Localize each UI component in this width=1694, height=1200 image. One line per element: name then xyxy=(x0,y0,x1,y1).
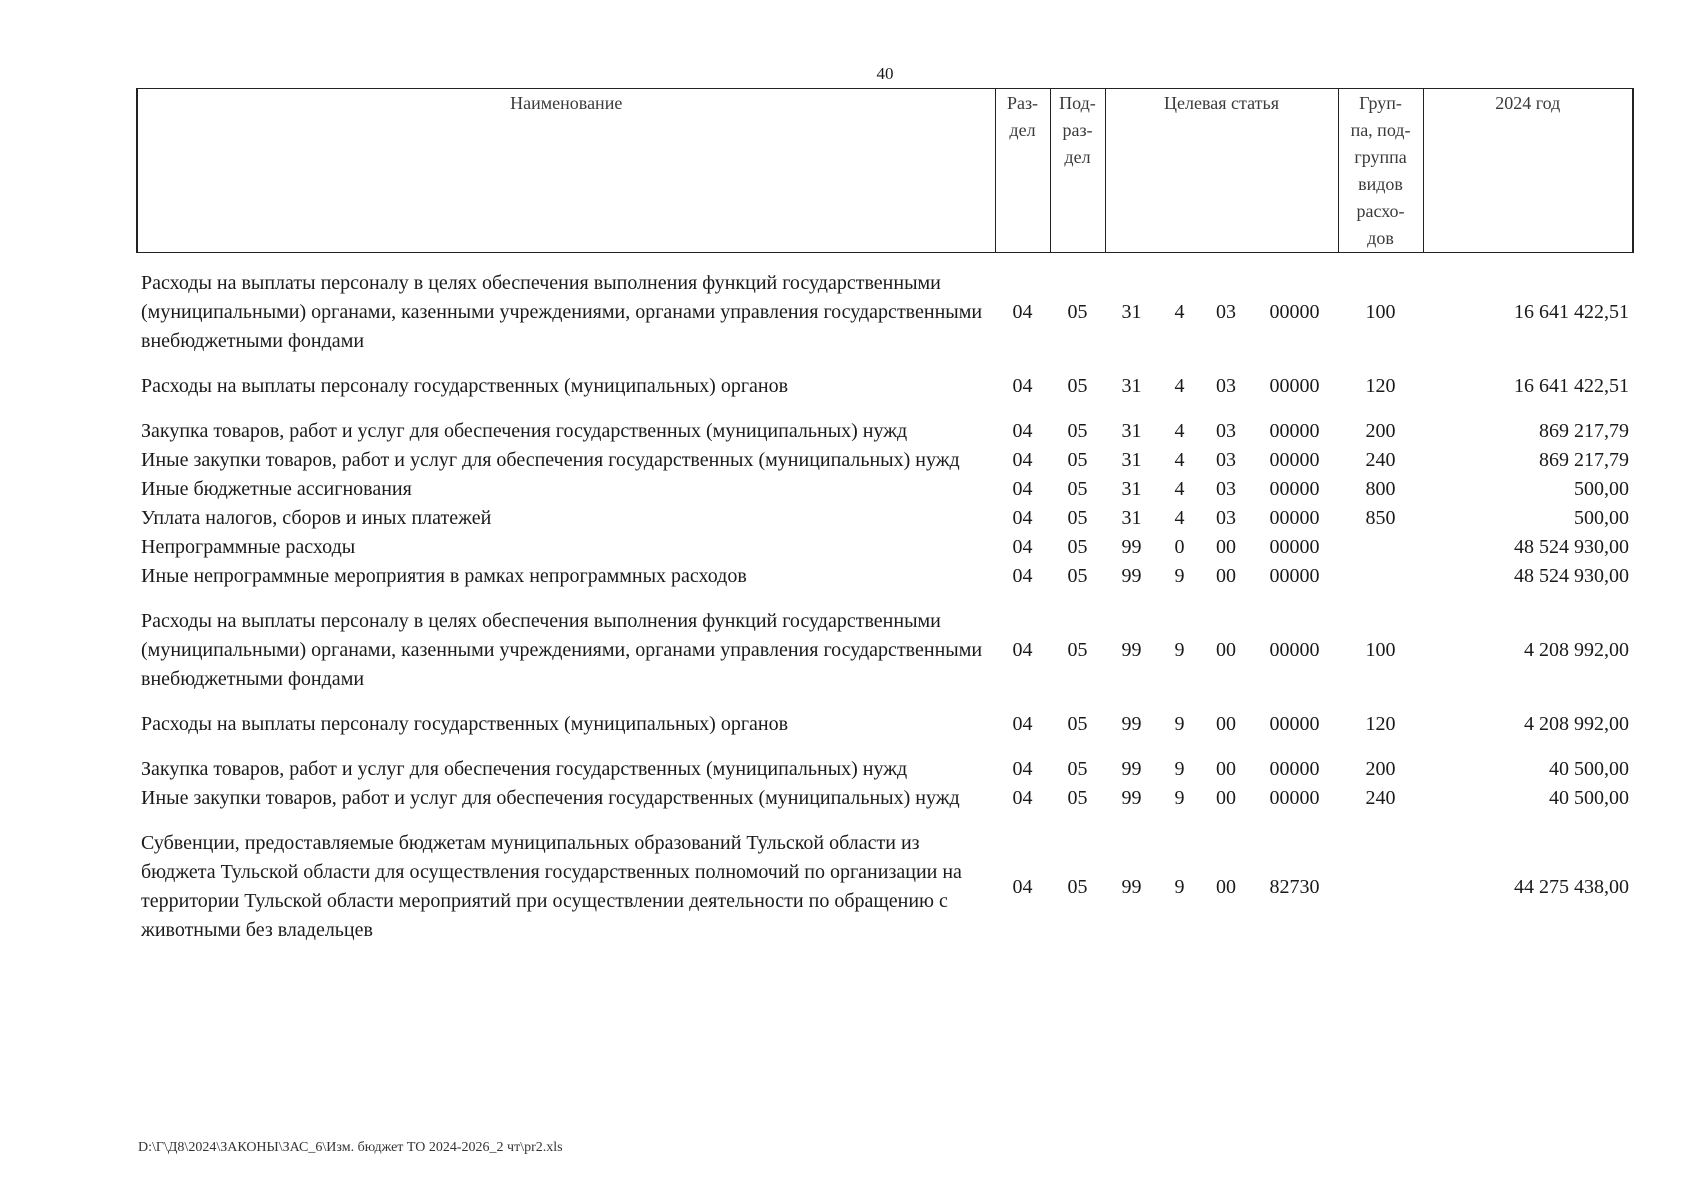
table-row xyxy=(137,829,1633,945)
table-body xyxy=(137,253,1633,946)
row-target-direction: 00000 xyxy=(1269,420,1320,442)
row-podrazdel: 05 xyxy=(1067,449,1088,471)
row-amount: 869 217,79 xyxy=(1539,449,1630,471)
row-target-type: 4 xyxy=(1174,301,1185,323)
row-podrazdel: 05 xyxy=(1067,478,1088,500)
row-target-program: 99 xyxy=(1121,639,1142,661)
row-group: 240 xyxy=(1365,449,1396,471)
row-amount: 40 500,00 xyxy=(1549,787,1630,809)
row-target-direction: 82730 xyxy=(1269,875,1320,898)
budget-table xyxy=(136,88,1634,945)
header-name: Наименование xyxy=(137,89,995,253)
row-target-direction: 00000 xyxy=(1269,507,1320,529)
row-target-subprogram: 03 xyxy=(1216,449,1236,471)
row-podrazdel: 05 xyxy=(1067,301,1088,323)
row-razdel: 04 xyxy=(1012,449,1033,471)
row-name: Расходы на выплаты персоналу в целях обеспечения выполнения функций государственными (муниципальными) органами, казенными учреждениями, органами управления государственными внебюджетными фондами xyxy=(141,272,983,352)
row-target-type: 0 xyxy=(1174,536,1185,558)
row-target-direction: 00000 xyxy=(1269,449,1320,471)
row-name: Уплата налогов, сборов и иных платежей xyxy=(141,507,492,529)
row-razdel: 04 xyxy=(1012,565,1033,587)
row-group: 120 xyxy=(1365,375,1396,397)
row-target-subprogram: 03 xyxy=(1216,375,1236,397)
table-row xyxy=(137,784,1633,813)
row-amount: 500,00 xyxy=(1574,478,1630,500)
row-amount: 16 641 422,51 xyxy=(1514,301,1630,323)
row-target-direction: 00000 xyxy=(1269,713,1320,735)
row-target-program: 99 xyxy=(1121,875,1142,898)
row-name: Расходы на выплаты персоналу государственных (муниципальных) органов xyxy=(141,713,789,735)
table-row xyxy=(137,446,1633,475)
row-razdel: 04 xyxy=(1012,420,1033,442)
row-target-type: 4 xyxy=(1174,375,1185,397)
table-row xyxy=(137,755,1633,784)
row-target-direction: 00000 xyxy=(1269,478,1320,500)
row-group: 800 xyxy=(1365,478,1396,500)
row-target-type: 9 xyxy=(1174,713,1185,735)
table-row xyxy=(137,475,1633,504)
row-razdel: 04 xyxy=(1012,875,1033,898)
row-group: 200 xyxy=(1365,420,1396,442)
row-target-program: 99 xyxy=(1121,758,1142,780)
row-name: Закупка товаров, работ и услуг для обеспечения государственных (муниципальных) нужд xyxy=(141,758,908,780)
row-razdel: 04 xyxy=(1012,375,1033,397)
row-amount: 4 208 992,00 xyxy=(1524,639,1630,661)
header-year: 2024 год xyxy=(1423,89,1633,253)
table-row xyxy=(137,562,1633,591)
row-target-type: 4 xyxy=(1174,449,1185,471)
row-target-direction: 00000 xyxy=(1269,639,1320,661)
row-group xyxy=(1338,533,1423,562)
header-podrazdel: Под- раз- дел xyxy=(1050,89,1105,253)
row-target-direction: 00000 xyxy=(1269,375,1320,397)
row-target-type: 4 xyxy=(1174,478,1185,500)
row-razdel: 04 xyxy=(1012,639,1033,661)
row-name: Непрограммные расходы xyxy=(141,536,356,558)
row-razdel: 04 xyxy=(1012,507,1033,529)
row-target-direction: 00000 xyxy=(1269,536,1320,558)
row-podrazdel: 05 xyxy=(1067,536,1088,558)
row-razdel: 04 xyxy=(1012,536,1033,558)
row-amount: 44 275 438,00 xyxy=(1514,875,1630,898)
row-podrazdel: 05 xyxy=(1067,375,1088,397)
row-target-program: 31 xyxy=(1121,449,1142,471)
header-razdel: Раз- дел xyxy=(995,89,1050,253)
row-target-program: 99 xyxy=(1121,713,1142,735)
table-row xyxy=(137,710,1633,739)
row-amount: 4 208 992,00 xyxy=(1524,713,1630,735)
row-razdel: 04 xyxy=(1012,478,1033,500)
row-target-type: 4 xyxy=(1174,420,1185,442)
row-amount: 40 500,00 xyxy=(1549,758,1630,780)
row-name: Субвенции, предоставляемые бюджетам муниципальных образований Тульской области из бюджета Тульской области для осуществления государственных полномочий по организации на территории Тульской области мероприятий при осуществлении деятельности по обращению с животными без владельцев xyxy=(141,832,962,941)
row-razdel: 04 xyxy=(1012,758,1033,780)
budget-table-container xyxy=(136,88,1632,945)
row-target-subprogram: 00 xyxy=(1216,875,1236,898)
table-row xyxy=(137,607,1633,694)
row-target-program: 99 xyxy=(1121,787,1142,809)
row-target-subprogram: 03 xyxy=(1216,420,1236,442)
row-podrazdel: 05 xyxy=(1067,713,1088,735)
row-podrazdel: 05 xyxy=(1067,420,1088,442)
row-target-subprogram: 00 xyxy=(1216,713,1236,735)
row-target-type: 9 xyxy=(1174,758,1185,780)
row-target-subprogram: 00 xyxy=(1216,565,1236,587)
table-row xyxy=(137,269,1633,356)
row-target-subprogram: 00 xyxy=(1216,639,1236,661)
row-target-type: 4 xyxy=(1174,507,1185,529)
row-group: 850 xyxy=(1365,507,1396,529)
row-target-program: 99 xyxy=(1121,536,1142,558)
row-target-subprogram: 00 xyxy=(1216,536,1236,558)
row-group: 100 xyxy=(1365,301,1396,323)
row-amount: 16 641 422,51 xyxy=(1514,375,1630,397)
row-target-subprogram: 03 xyxy=(1216,507,1236,529)
row-podrazdel: 05 xyxy=(1067,639,1088,661)
row-name: Иные закупки товаров, работ и услуг для обеспечения государственных (муниципальных) нужд xyxy=(141,787,960,809)
row-amount: 48 524 930,00 xyxy=(1514,565,1630,587)
row-target-program: 31 xyxy=(1121,301,1142,323)
row-target-type: 9 xyxy=(1174,565,1185,587)
row-amount: 48 524 930,00 xyxy=(1514,536,1630,558)
table-header xyxy=(137,89,1633,253)
row-target-direction: 00000 xyxy=(1269,301,1320,323)
row-target-subprogram: 00 xyxy=(1216,758,1236,780)
row-group xyxy=(1338,829,1423,945)
row-podrazdel: 05 xyxy=(1067,787,1088,809)
row-target-program: 99 xyxy=(1121,565,1142,587)
row-amount: 869 217,79 xyxy=(1539,420,1630,442)
table-row xyxy=(137,372,1633,401)
table-row xyxy=(137,533,1633,562)
table-row xyxy=(137,417,1633,446)
row-name: Иные бюджетные ассигнования xyxy=(141,478,412,500)
header-target: Целевая статья xyxy=(1105,89,1338,253)
row-target-program: 31 xyxy=(1121,478,1142,500)
row-target-subprogram: 00 xyxy=(1216,787,1236,809)
row-podrazdel: 05 xyxy=(1067,875,1088,898)
row-podrazdel: 05 xyxy=(1067,565,1088,587)
row-group: 120 xyxy=(1365,713,1396,735)
row-target-type: 9 xyxy=(1174,875,1185,898)
row-razdel: 04 xyxy=(1012,713,1033,735)
header-group: Груп- па, под- группа видов расхо- дов xyxy=(1338,89,1423,253)
row-podrazdel: 05 xyxy=(1067,507,1088,529)
table-row xyxy=(137,504,1633,533)
row-name: Иные закупки товаров, работ и услуг для обеспечения государственных (муниципальных) нужд xyxy=(141,449,960,471)
row-target-type: 9 xyxy=(1174,787,1185,809)
row-target-subprogram: 03 xyxy=(1216,301,1236,323)
row-group xyxy=(1338,562,1423,591)
row-target-type: 9 xyxy=(1174,639,1185,661)
footer-file-path: D:\Г\Д8\2024\ЗАКОНЫ\ЗАС_6\Изм. бюджет ТО 2024-2026_2 чт\pr2.xls xyxy=(138,1140,563,1155)
row-razdel: 04 xyxy=(1012,787,1033,809)
row-target-program: 31 xyxy=(1121,375,1142,397)
row-target-direction: 00000 xyxy=(1269,565,1320,587)
row-amount: 500,00 xyxy=(1574,507,1630,529)
row-group: 200 xyxy=(1365,758,1396,780)
row-name: Закупка товаров, работ и услуг для обеспечения государственных (муниципальных) нужд xyxy=(141,420,908,442)
row-name: Иные непрограммные мероприятия в рамках непрограммных расходов xyxy=(141,565,747,587)
row-group: 100 xyxy=(1365,639,1396,661)
row-target-program: 31 xyxy=(1121,420,1142,442)
row-group: 240 xyxy=(1365,787,1396,809)
row-target-subprogram: 03 xyxy=(1216,478,1236,500)
row-podrazdel: 05 xyxy=(1067,758,1088,780)
row-name: Расходы на выплаты персоналу государственных (муниципальных) органов xyxy=(141,375,789,397)
row-target-direction: 00000 xyxy=(1269,758,1320,780)
page-number: 40 xyxy=(876,64,894,83)
row-name: Расходы на выплаты персоналу в целях обеспечения выполнения функций государственными (муниципальными) органами, казенными учреждениями, органами управления государственными внебюджетными фондами xyxy=(141,610,983,690)
row-target-direction: 00000 xyxy=(1269,787,1320,809)
row-target-program: 31 xyxy=(1121,507,1142,529)
row-razdel: 04 xyxy=(1012,301,1033,323)
